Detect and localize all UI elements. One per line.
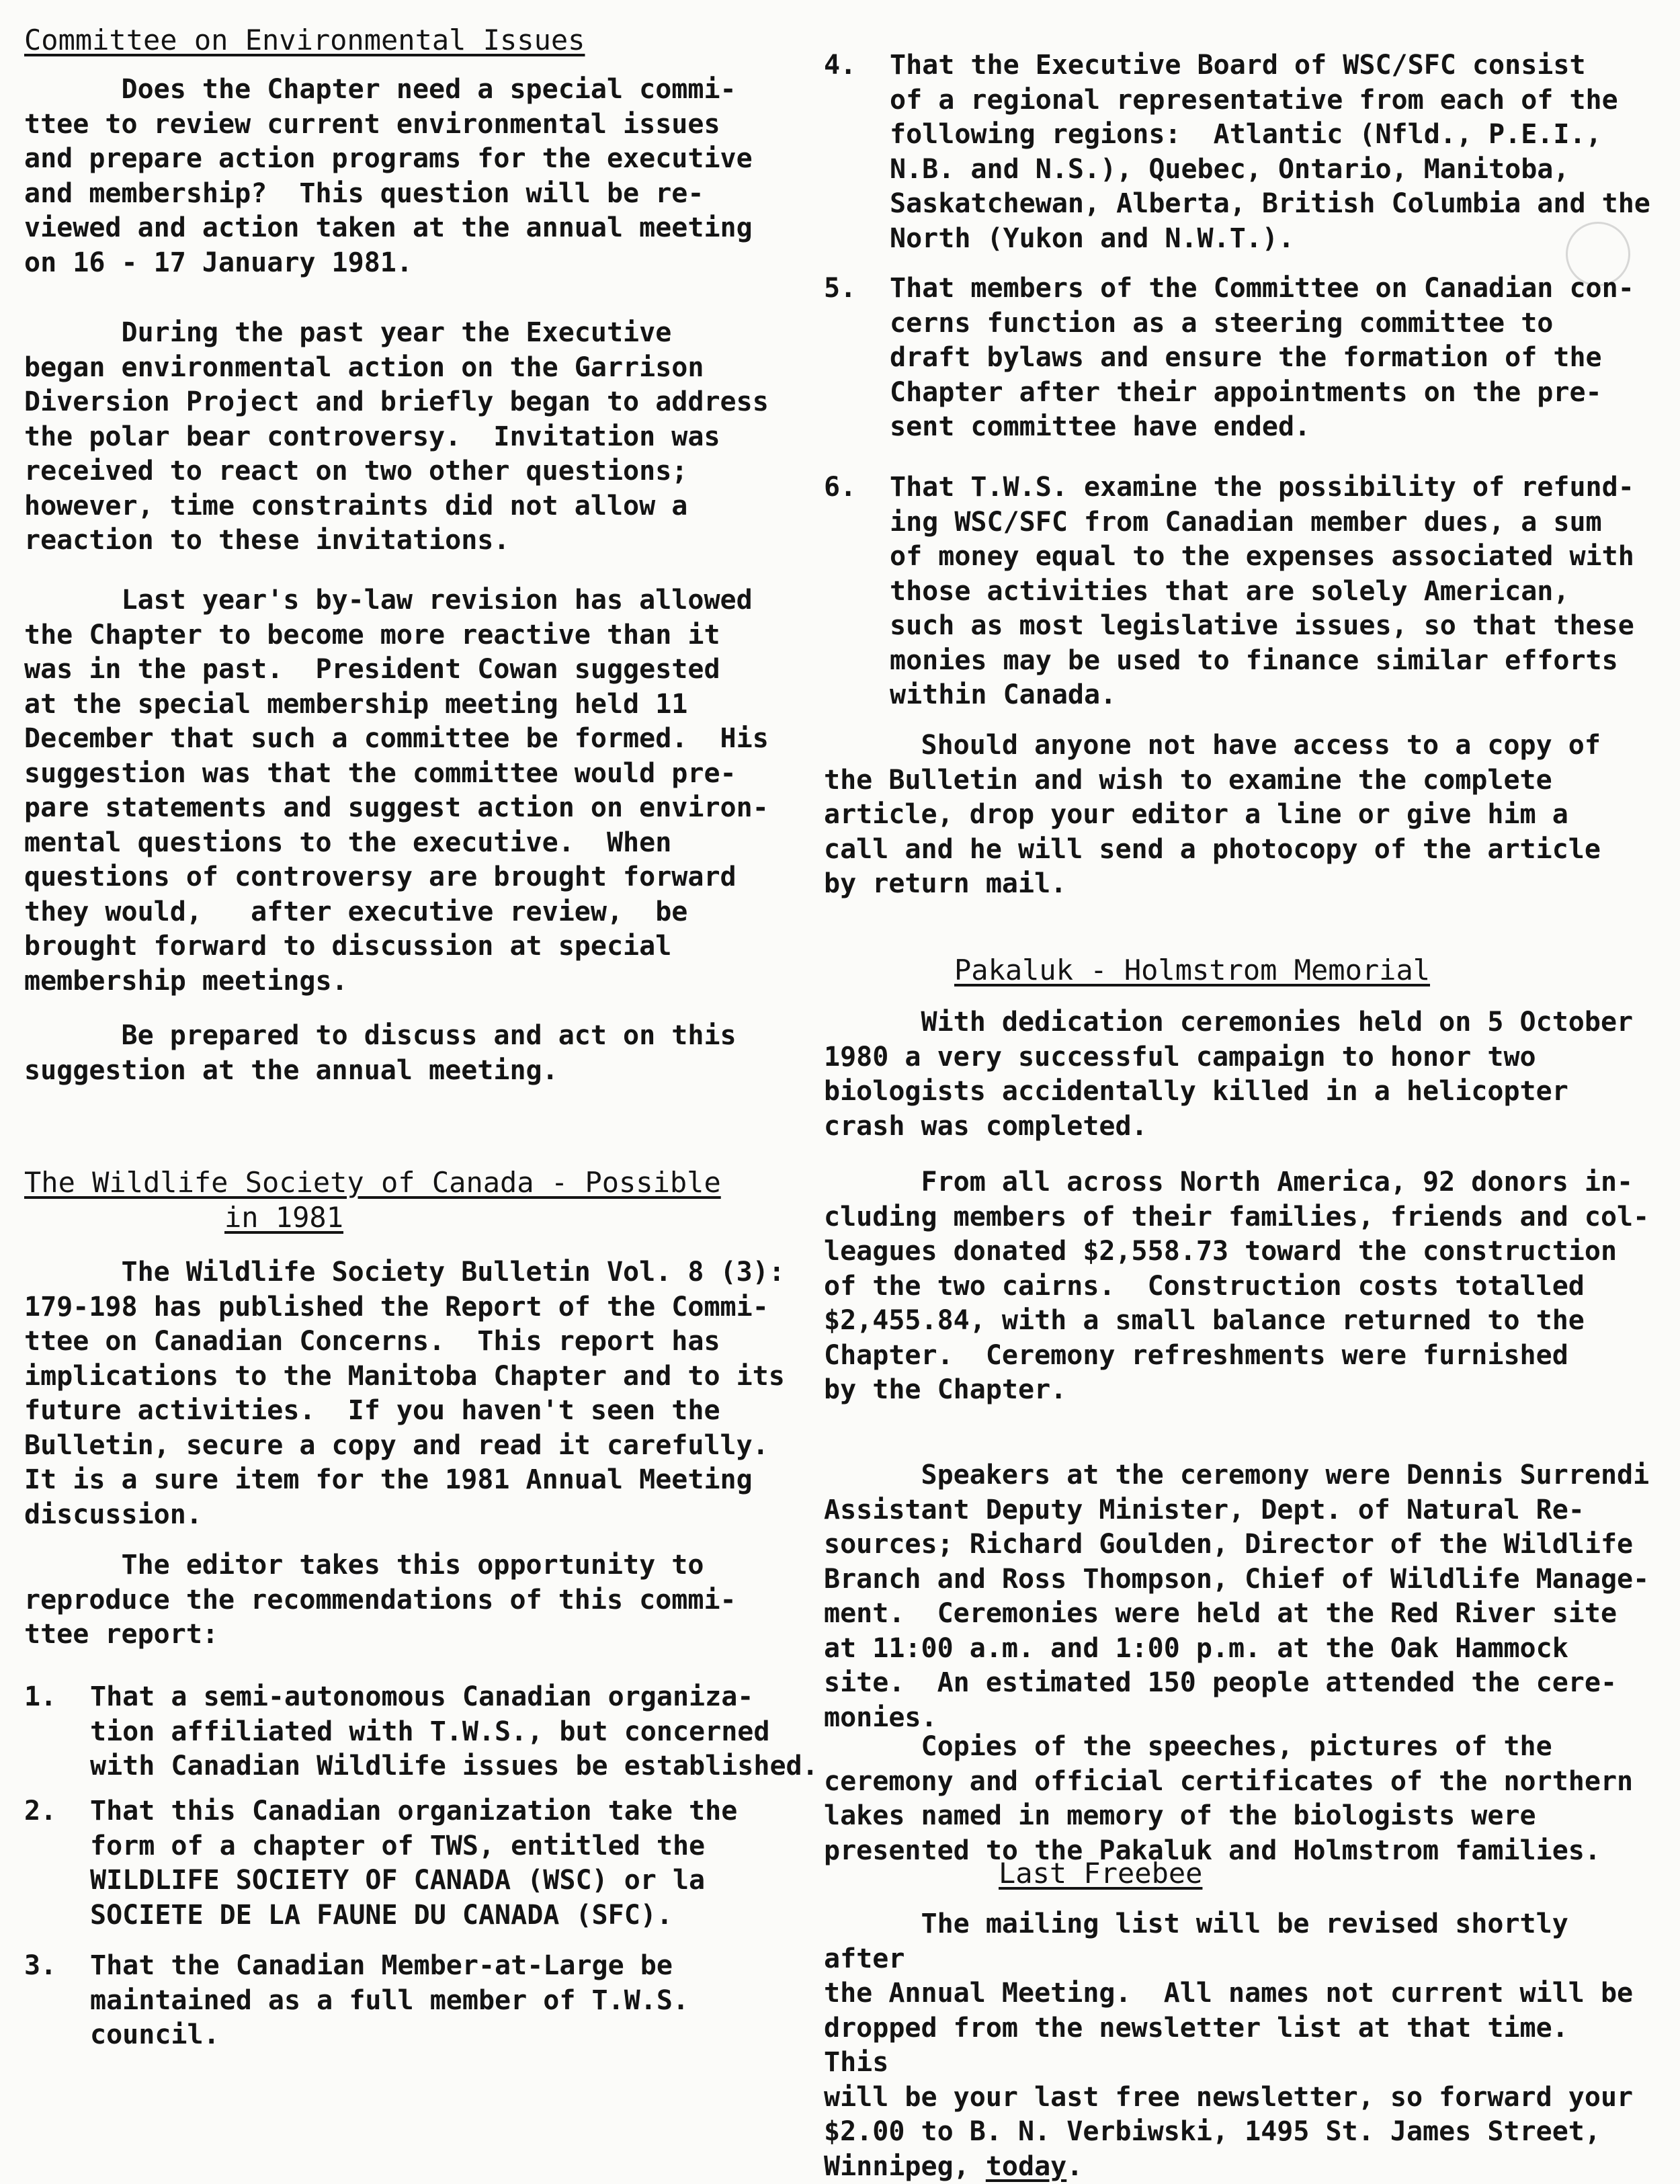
memorial-paragraph-3: Speakers at the ceremony were Dennis Surrendi Assistant Deputy Minister, Dept. of Natural Re- sources; Richard Goulden, Director of the Wildlife Branch and Ross Thompson, Chief of Wildlife Manage- ment. Ceremonies were held at the Red River site at 11:00 a.m. and 1:00 p.m. at the Oak Hammock site. An estimated 150 people attended the cere- monies. [824,1460,1650,1733]
item-number: 1. [24,1681,57,1712]
item-number: 5. [824,273,857,304]
wsc-heading-line2: in 1981 [224,1201,344,1234]
item-number: 4. [824,50,857,81]
item-text: That the Executive Board of WSC/SFC consist of a regional representative from each of the following regions: Atlantic (Nfld., P.E.I., N.B. and N.S.), Quebec, Ontario, Manitoba, Saskatchewan, Alberta, British Columbia and the North (Yukon and N.W.T.). [890,50,1650,254]
item-number: 6. [824,472,857,503]
committee-heading: Committee on Environmental Issues [24,24,585,56]
item-text: That T.W.S. examine the possibility of refund- ing WSC/SFC from Canadian member dues, a sum of money equal to the expenses associated with those activities that are solely American, such as most legislative issues, so that these monies may be used to finance similar efforts within Canada. [890,472,1634,710]
memorial-paragraph-4: Copies of the speeches, pictures of the ceremony and official certificates of the northern lakes named in memory of the biologists were presented to the Pakaluk and Holmstrom families. [824,1731,1634,1866]
today-word: today [985,2150,1067,2182]
wsc-heading: The Wildlife Society of Canada - Possible [24,1166,721,1199]
copy-request-paragraph: Should anyone not have access to a copy of the Bulletin and wish to examine the complete article, drop your editor a line or give him a call and he will send a photocopy of the article by return mail. [824,730,1601,899]
item-text: That the Canadian Member-at-Large be maintained as a full member of T.W.S. council. [90,1950,689,2050]
freebee-period: . [1066,2150,1083,2182]
wsc-paragraph-1: The Wildlife Society Bulletin Vol. 8 (3): 179-198 has published the Report of the Commi- ttee on Canadian Concerns. This report has implications to the Manitoba Chapter and to its future activities. If you haven't seen the Bulletin, secure a copy and read it carefully. It is a sure item for the 1981 Annual Meeting discussion. [24,1257,785,1530]
item-text: That a semi-autonomous Canadian organiza- tion affiliated with T.W.S., but concerned with Canadian Wildlife issues be established. [90,1681,818,1781]
wsc-paragraph-2: The editor takes this opportunity to reproduce the recommendations of this commi- ttee report: [24,1550,737,1650]
item-number: 3. [24,1950,57,1981]
memorial-heading: Pakaluk - Holmstrom Memorial [954,954,1431,986]
item-text: That this Canadian organization take the form of a chapter of TWS, entitled the WILDLIFE SOCIETY OF CANADA (WSC) or la SOCIETE DE LA FAUNE DU CANADA (SFC). [90,1796,738,1931]
committee-paragraph-2: During the past year the Executive began environmental action on the Garrison Diversion Project and briefly began to address the polar bear controversy. Invitation was received to react on two other questions; however, time constraints did not allow a reaction to these invitations. [24,317,769,556]
freebee-paragraph [824,1907,1665,2184]
memorial-paragraph-2: From all across North America, 92 donors in- cluding members of their families, friends and col- leagues donated $2,558.73 toward the construction of the two cairns. Construction costs totalled $2,455.84, with a small balance returned to the Chapter. Ceremony refreshments were furnished by the Chapter. [824,1167,1650,1405]
committee-paragraph-1: Does the Chapter need a special commi- ttee to review current environmental issues and prepare action programs for the executive and membership? This question will be re- viewed and action taken at the annual meeting on 16 - 17 January 1981. [24,74,753,278]
item-number: 2. [24,1796,57,1826]
item-text: That members of the Committee on Canadian con- cerns function as a steering committee to draft bylaws and ensure the formation of the Chapter after their appointments on the pre- sent committee have ended. [890,273,1634,442]
committee-paragraph-4: Be prepared to discuss and act on this suggestion at the annual meeting. [24,1020,737,1086]
committee-paragraph-3: Last year's by-law revision has allowed the Chapter to become more reactive than it was in the past. President Cowan suggested at the special membership meeting held 11 December that such a committee be formed. His suggestion was that the committee would pre- pare statements and suggest action on environ- mental questions to the executive. When questions of controversy are brought forward they would, after executive review, be brought forward to discussion at special membership meetings. [24,585,769,997]
freebee-text: The mailing list will be revised shortly after the Annual Meeting. All names not current will be dropped from the newsletter list at that time. This will be your last free newsletter, so forward your $2.00 to B. N. Verbiwski, 1495 St. James Street, Winnipeg, [824,1908,1634,2182]
memorial-paragraph-1: With dedication ceremonies held on 5 October 1980 a very successful campaign to honor two biologists accidentally killed in a helicopter crash was completed. [824,1007,1634,1142]
freebee-heading: Last Freebee [999,1857,1203,1890]
